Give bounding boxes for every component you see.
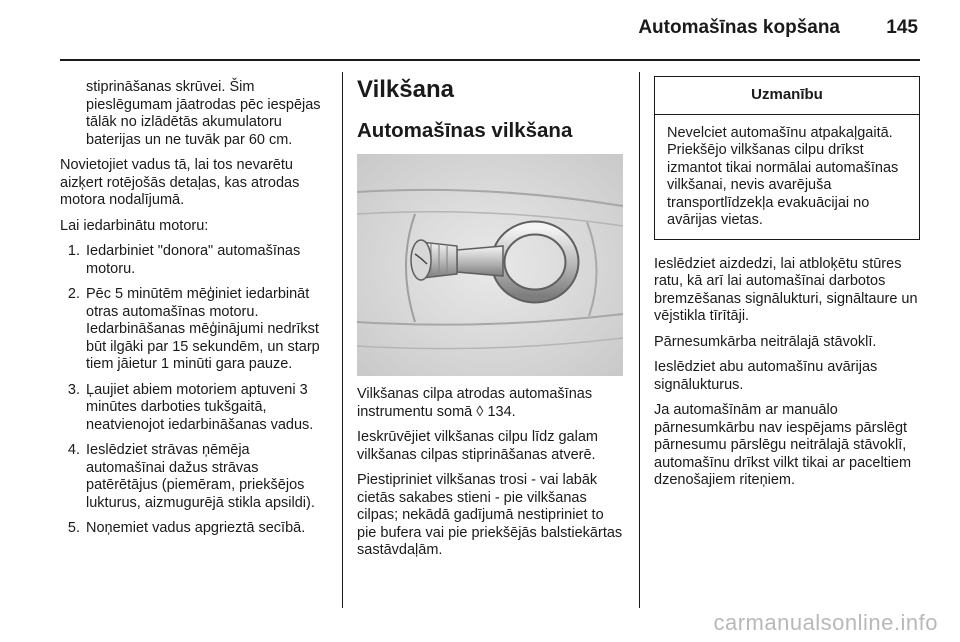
list-item-number: 3. [67,381,80,398]
list-item-text: Iedarbiniet "donora" automašīnas motoru. [86,243,301,277]
body-paragraph: Pārnesumkārba neitrālajā stāvoklī. [654,333,877,350]
warning-box [654,76,920,240]
column-divider-2 [639,72,640,608]
list-item [60,286,332,374]
body-paragraph: Ieskrūvējiet vilkšanas cilpu līdz galam vilkšanas cilpas stiprināšanas atverē. [357,429,598,463]
list-item-text: Ļaujiet abiem motoriem aptuveni 3 minūtes darboties tukšgaitā, neatvienojot iedarbināšanas vadus. [86,381,314,433]
column-divider-1 [342,72,343,608]
list-item-number: 1. [67,243,80,259]
page-header-title: Automašīnas kopšana [638,17,840,38]
list-item [60,520,332,538]
list-item-text: Ieslēdziet strāvas ņēmēja automašīnai dažus strāvas patērētājus (piemēram, priekšējos lukturus, aizmugurējā stikla apsildi). [86,442,315,511]
warning-title: Uzmanību [655,77,919,115]
warning-body: Nevelciet automašīnu atpakaļgaitā. Priekšējo vilkšanas cilpu drīkst izmantot tikai normālai automašīnas vilkšanai, nevis avarējuša transportlīdzekļa evakuācijai no avārijas vietas. [667,124,899,228]
list-item [60,382,332,435]
steps-list [60,243,332,538]
list-item-number: 5. [67,520,80,536]
body-paragraph: Ja automašīnām ar manuālo pārnesumkārbu nav iespējams pārslēgt pārnesumu pārslēgu neitrālajā stāvoklī, automašīnu drīkst vilkt tikai ar paceltiem dzenošajiem riteņiem. [654,402,912,488]
towing-eye-figure [357,154,623,376]
column-right [654,76,920,498]
page-number: 145 [886,17,918,38]
section-subheading: Automašīnas vilkšana [357,119,573,142]
body-paragraph: Piestipriniet vilkšanas trosi - vai labāk cietās sakabes stieni - pie vilkšanas cilpas; nekādā gadījumā nestipriniet to pie bufera vai pie priekšējās balstiekārtas sastāvdaļām. [357,472,623,558]
list-item-text: Noņemiet vadus apgrieztā secībā. [86,520,306,536]
body-paragraph: Novietojiet vadus tā, lai tos nevarētu aizķert rotējošās detaļas, kas atrodas motora nodalījumā. [60,157,300,208]
section-heading: Vilkšana [357,76,454,103]
list-item-continuation: stiprināšanas skrūvei. Šim pieslēgumam jāatrodas pēc iespējas tālāk no izlādētās akumulatoru baterijas un ne tuvāk par 60 cm. [86,79,321,148]
header-rule [60,59,920,61]
body-paragraph: Lai iedarbinātu motoru: [60,217,209,234]
body-paragraph: Ieslēdziet aizdedzi, lai atbloķētu stūres ratu, kā arī lai automašīnai darbotos bremzēšanas signālukturi, signāltaure un vējstikla tīrītāji. [654,255,918,324]
list-item-number: 2. [67,286,80,302]
column-middle [357,76,623,568]
body-paragraph: Ieslēdziet abu automašīnu avārijas signālukturus. [654,359,878,393]
list-item-text: Pēc 5 minūtēm mēģiniet iedarbināt otras automašīnas motoru. Iedarbināšanas mēģinājumi nedrīkst būt ilgāki par 15 sekundēm, un starp tiem jāietur 1 minūti gara pauze. [86,286,320,372]
list-item-number: 4. [67,442,80,458]
column-left [60,79,332,546]
towing-eye-illustration [357,154,623,376]
watermark: carmanualsonline.info [713,610,938,635]
body-paragraph: Vilkšanas cilpa atrodas automašīnas instrumentu somā ◊ 134. [357,386,593,420]
list-item [60,442,332,512]
list-item [60,243,332,278]
